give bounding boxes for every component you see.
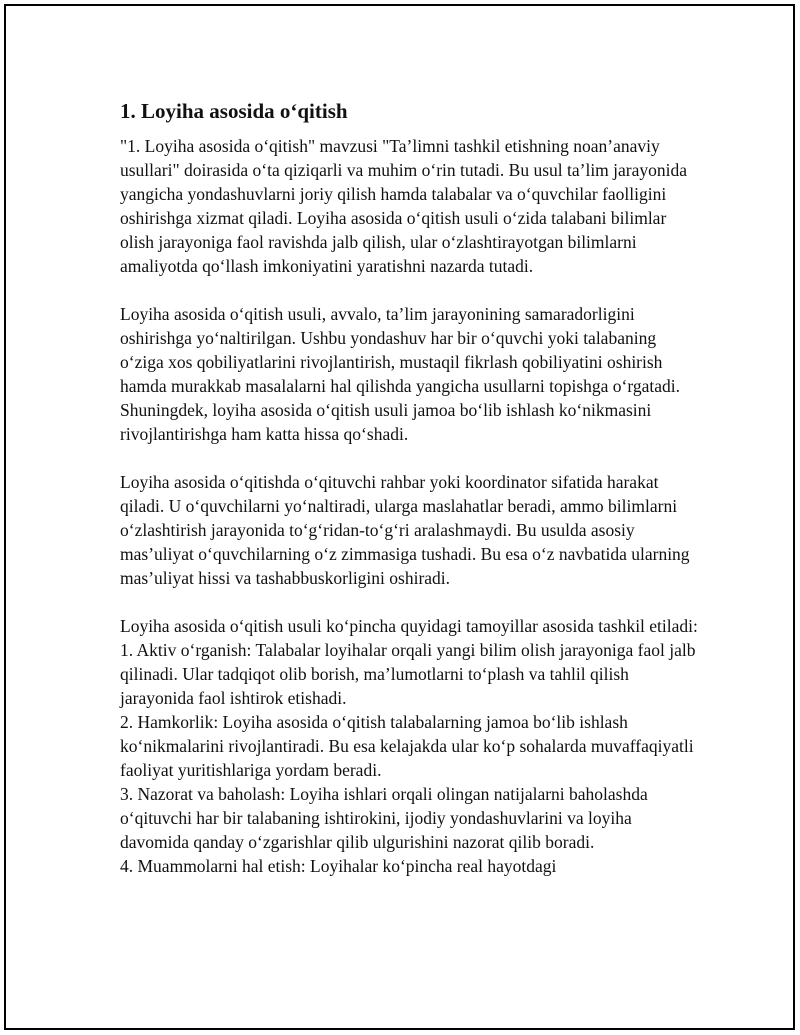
list-item-2: 2. Hamkorlik: Loyiha asosida o‘qitish talabalarning jamoa bo‘lib ishlash ko‘nikmalarini rivojlantiradi. Bu esa kelajakda ular ko‘p sohalarda muvaffaqiyatli faoliyat yuritishlariga yordam beradi. [120,712,694,780]
list-item-1: 1. Aktiv o‘rganish: Talabalar loyihalar orqali yangi bilim olish jarayoniga faol jalb qilinadi. Ular tadqiqot olib borish, ma’lumotlarni to‘plash va tahlil qilish jarayonida faol ishtirok etishadi. [120,640,696,708]
document-body [120,98,700,878]
principles-list [120,614,700,878]
section-title: 1. Loyiha asosida o‘qitish [120,99,348,123]
list-intro: Loyiha asosida o‘qitish usuli ko‘pincha quyidagi tamoyillar asosida tashkil etiladi: [120,616,698,636]
list-item-4: 4. Muammolarni hal etish: Loyihalar ko‘pincha real hayotdagi [120,856,557,876]
paragraph-1: "1. Loyiha asosida o‘qitish" mavzusi "Ta’limni tashkil etishning noan’anaviy usullari" doirasida o‘ta qiziqarli va muhim o‘rin tutadi. Bu usul ta’lim jarayonida yangicha yondashuvlarni joriy qilish hamda talabalar va o‘quvchilar faolligini oshirishga xizmat qiladi. Loyiha asosida o‘qitish usuli o‘zida talabani bilimlar olish jarayoniga faol ravishda jalb qilish, ular o‘zlashtirayotgan bilimlarni amaliyotda qo‘llash imkoniyatini yaratishni nazarda tutadi. [120,136,688,276]
list-item-3: 3. Nazorat va baholash: Loyiha ishlari orqali olingan natijalarni baholashda o‘qituvchi har bir talabaning ishtirokini, ijodiy yondashuvlarini va loyiha davomida qanday o‘zgarishlar qilib ulgurishini nazorat qilib boradi. [120,784,648,852]
paragraph-2: Loyiha asosida o‘qitish usuli, avvalo, ta’lim jarayonining samaradorligini oshirishga yo‘naltirilgan. Ushbu yondashuv har bir o‘quvchi yoki talabaning o‘ziga xos qobiliyatlarini rivojlantirish, mustaqil fikrlash qobiliyatini oshirish hamda murakkab masalalarni hal qilishda yangicha usullarni topishga o‘rgatadi. Shuningdek, loyiha asosida o‘qitish usuli jamoa bo‘lib ishlash ko‘nikmasini rivojlantirishga ham katta hissa qo‘shadi. [120,304,680,444]
paragraph-3: Loyiha asosida o‘qitishda o‘qituvchi rahbar yoki koordinator sifatida harakat qiladi. U o‘quvchilarni yo‘naltiradi, ularga maslahatlar beradi, ammo bilimlarni o‘zlashtirish jarayonida to‘g‘ridan-to‘g‘ri aralashmaydi. Bu usulda asosiy mas’uliyat o‘quvchilarning o‘z zimmasiga tushadi. Bu esa o‘z navbatida ularning mas’uliyat hissi va tashabbuskorligini oshiradi. [120,472,690,588]
document-page [4,4,795,1030]
